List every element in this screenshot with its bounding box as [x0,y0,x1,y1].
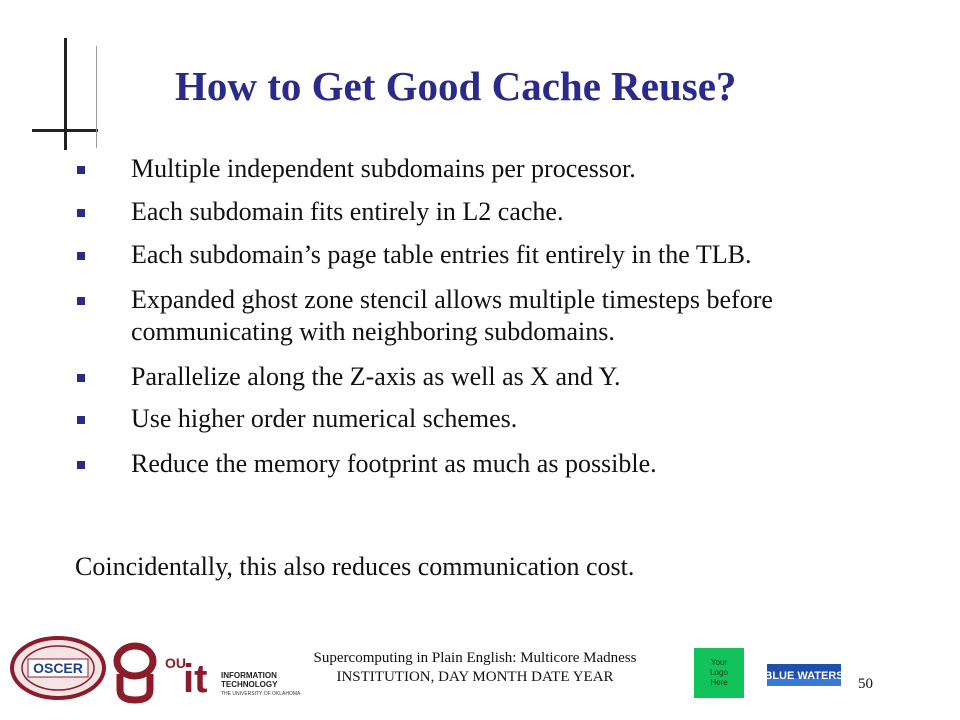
bullet-text: Use higher order numerical schemes. [131,404,518,433]
square-bullet-icon [77,461,85,469]
blue-waters-logo [764,664,844,686]
bullet-item [75,153,875,185]
corner-thin-line [96,46,97,148]
bullet-text: Each subdomain’s page table entries fit entirely in the TLB. [131,240,752,269]
bullet-item [75,196,875,228]
corner-vertical-line [64,38,67,150]
square-bullet-icon [77,252,85,260]
bullet-item [75,361,875,393]
closing-statement: Coincidentally, this also reduces communication cost. [75,552,635,581]
footer-caption [255,649,695,687]
bullet-list [75,153,875,480]
corner-horizontal-line [32,129,98,132]
square-bullet-icon [77,416,85,424]
svg-text:it: it [183,657,208,701]
page-number: 50 [858,676,873,692]
ou-logo [112,644,158,702]
svg-text:OSCER: OSCER [33,660,83,676]
bullet-item [75,448,875,480]
bullet-text: Reduce the memory footprint as much as possible. [131,449,657,478]
square-bullet-icon [77,297,85,305]
bullet-text: Each subdomain fits entirely in L2 cache. [131,197,564,226]
svg-text:BLUE WATERS: BLUE WATERS [764,670,844,682]
oscer-logo [8,634,108,702]
svg-text:THE UNIVERSITY OF OKLAHOMA: THE UNIVERSITY OF OKLAHOMA [221,691,301,697]
information-technology-logo [163,646,301,701]
bullet-text: Expanded ghost zone stencil allows multiple timesteps before communicating with neighboring subdomains. [131,285,773,346]
bullet-item [75,239,875,271]
bullet-text: Multiple independent subdomains per processor. [131,154,636,183]
square-bullet-icon [77,209,85,217]
square-bullet-icon [77,166,85,174]
your-logo-placeholder: Your Logo Here [694,648,744,698]
bullet-text: Parallelize along the Z-axis as well as X and Y. [131,362,621,391]
bullet-item [75,284,875,348]
footer-institution: INSTITUTION, DAY MONTH DATE YEAR [336,669,614,685]
svg-text:TECHNOLOGY: TECHNOLOGY [221,680,278,689]
square-bullet-icon [77,374,85,382]
svg-text:OU: OU [165,655,186,671]
slide-title: How to Get Good Cache Reuse? [175,63,737,109]
svg-text:INFORMATION: INFORMATION [221,671,277,680]
bullet-item [75,403,875,435]
footer-course-title: Supercomputing in Plain English: Multicore Madness [313,650,637,666]
